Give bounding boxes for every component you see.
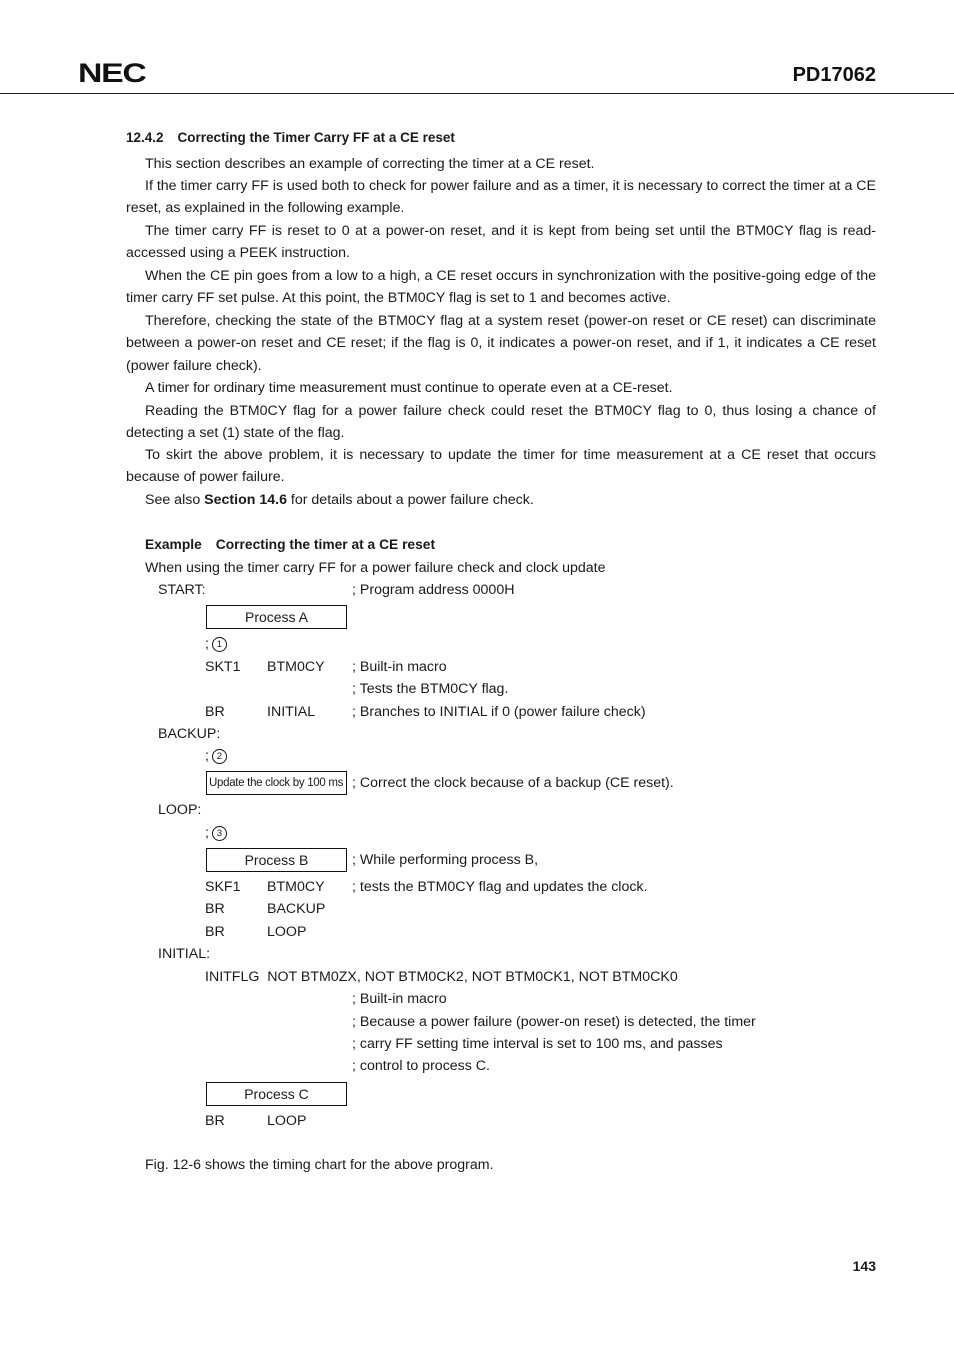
see-also-pre: See also [145, 492, 205, 508]
label-backup: BACKUP: [158, 726, 221, 742]
comment-because: ; Because a power failure (power-on reset) is detected, the timer [352, 1014, 756, 1030]
op-skt1: SKT1 [205, 659, 241, 675]
initflg-line: INITFLG NOT BTM0ZX, NOT BTM0CK2, NOT BTM0CK1, NOT BTM0CK0 [205, 969, 678, 985]
paragraph-7: Reading the BTM0CY flag for a power failure check could reset the BTM0CY flag to 0, thus losing a chance of detecting a set (1) state of the flag. [126, 403, 876, 442]
nec-logo: NEC [78, 58, 146, 88]
closing-text: Fig. 12-6 shows the timing chart for the above program. [145, 1157, 494, 1173]
section-title: Correcting the Timer Carry FF at a CE reset [177, 130, 455, 145]
see-also-post: for details about a power failure check. [286, 492, 534, 508]
op-br-4: BR [205, 1113, 225, 1129]
paragraph-8: To skirt the above problem, it is necessary to update the timer for time measurement at a CE reset that occurs because of power failure. [126, 447, 876, 486]
arg-loop-2: LOOP [267, 1113, 307, 1129]
comment-builtin-1: ; Built-in macro [352, 659, 447, 675]
arg-initial: INITIAL [267, 704, 316, 720]
semicolon: ; [205, 748, 209, 764]
paragraph-6: A timer for ordinary time measurement must continue to operate even at a CE-reset. [145, 380, 673, 396]
semicolon: ; [205, 825, 209, 841]
comment-carry: ; carry FF setting time interval is set to 100 ms, and passes [352, 1036, 723, 1052]
op-skf1: SKF1 [205, 879, 241, 895]
circled-number-2: 2 [212, 749, 227, 764]
paragraph-2: If the timer carry FF is used both to check for power failure and as a timer, it is necessary to correct the timer at a CE reset, as explained in the following example. [126, 178, 876, 217]
process-a-box [206, 605, 347, 629]
comment-start: ; Program address 0000H [352, 582, 515, 598]
example-label: Example [145, 537, 202, 552]
header-rule [0, 93, 954, 94]
example-heading [145, 534, 435, 556]
label-initial: INITIAL: [158, 946, 211, 962]
arg-backup: BACKUP [267, 901, 326, 917]
comment-builtin-2: ; Built-in macro [352, 991, 447, 1007]
comment-while: ; While performing process B, [352, 852, 539, 868]
semicolon: ; [205, 636, 209, 652]
marker-1 [205, 633, 227, 655]
update-clock-label: Update the clock by 100 ms [209, 777, 344, 789]
marker-3 [205, 822, 227, 844]
arg-btm0cy-1: BTM0CY [267, 659, 325, 675]
circled-number-3: 3 [212, 826, 227, 841]
example-title: Correcting the timer at a CE reset [215, 537, 436, 552]
comment-tests: ; Tests the BTM0CY flag. [352, 681, 509, 697]
comment-correct: ; Correct the clock because of a backup (CE reset). [352, 775, 674, 791]
paragraph-1: This section describes an example of correcting the timer at a CE reset. [145, 156, 595, 172]
page-number: 143 [852, 1258, 876, 1274]
comment-tests-updates: ; tests the BTM0CY flag and updates the clock. [352, 879, 648, 895]
see-also-ref: Section 14.6 [204, 492, 287, 508]
paragraph-3: The timer carry FF is reset to 0 at a power-on reset, and it is kept from being set until the BTM0CY flag is read-accessed using a PEEK instruction. [126, 223, 876, 262]
op-br-2: BR [205, 901, 225, 917]
arg-btm0cy-2: BTM0CY [267, 879, 325, 895]
circled-number-1: 1 [212, 637, 227, 652]
op-br-3: BR [205, 924, 225, 940]
process-c-label: Process C [244, 1086, 309, 1102]
section-number: 12.4.2 [126, 130, 164, 145]
marker-2 [205, 745, 227, 767]
comment-branches: ; Branches to INITIAL if 0 (power failure check) [352, 704, 646, 720]
process-b-box [206, 848, 347, 872]
label-start: START: [158, 582, 206, 598]
update-clock-box [206, 771, 347, 795]
paragraph-4: When the CE pin goes from a low to a high, a CE reset occurs in synchronization with the positive-going edge of the timer carry FF set pulse. At this point, the BTM0CY flag is set to 1 and becomes active. [126, 268, 876, 307]
comment-control: ; control to process C. [352, 1058, 490, 1074]
paragraph-see-also [126, 489, 876, 511]
process-b-label: Process B [244, 852, 309, 868]
label-loop: LOOP: [158, 802, 202, 818]
op-br-1: BR [205, 704, 225, 720]
example-intro: When using the timer carry FF for a power failure check and clock update [145, 560, 606, 576]
section-heading [126, 130, 455, 145]
process-a-label: Process A [244, 609, 309, 625]
process-c-box [206, 1082, 347, 1106]
paragraph-5: Therefore, checking the state of the BTM0CY flag at a system reset (power-on reset or CE reset) can discriminate between a power-on reset and CE reset; if the flag is 0, it indicates a power-on reset, and if 1, it indicates a CE reset (power failure check). [126, 313, 876, 374]
arg-loop-1: LOOP [267, 924, 307, 940]
model-number: PD17062 [792, 64, 876, 86]
